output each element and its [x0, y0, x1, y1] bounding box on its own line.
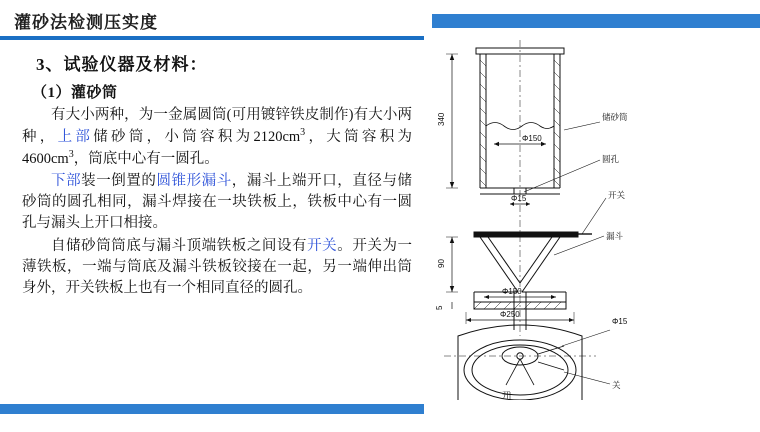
paragraph-3: [22, 236, 412, 299]
dimension-label-d6: Φ250: [500, 310, 520, 319]
footer-accent-bar: [0, 404, 424, 414]
dimension-label-d7: 5: [435, 305, 444, 310]
run-text-highlight: 上部: [57, 128, 94, 145]
run-text: 。开关为一薄铁板，一端与筒底及漏斗铁板铰接在一起，另一端伸出筒身外，开关铁板上也有一个相同直径的圆孔。: [22, 237, 413, 296]
callout-label-c5: 关: [612, 380, 621, 390]
run-text: ，漏斗上端开口，直径与储砂筒的圆孔相同，漏斗焊接在一块铁板上，铁板中心有一圆孔与漏头上开口相接。: [22, 173, 413, 232]
run-text-highlight: 圆锥形漏斗: [156, 173, 232, 190]
run-text-highlight: 下部: [51, 173, 82, 190]
run-text: 储砂筒，小筒容积为2120cm: [93, 128, 301, 145]
dimension-label-d8: Φ15: [612, 317, 628, 326]
paragraph-1: [22, 105, 412, 170]
callout-label-c6: 开: [502, 390, 511, 400]
dimension-label-d3: Φ15: [511, 194, 527, 203]
callout-label-c4: 漏斗: [606, 231, 624, 241]
sand-cone-apparatus-figure: [414, 40, 750, 400]
run-text: ，筒底中心有一圆孔。: [73, 150, 219, 167]
sub-heading: （1）灌砂筒: [32, 85, 118, 101]
run-superscript: 3: [68, 149, 74, 161]
section-heading: 3、试验仪器及材料：: [36, 55, 208, 74]
callout-label-c1: 储砂筒: [602, 112, 628, 122]
header-accent-bar: [432, 14, 760, 28]
title-underline-bar: [0, 36, 424, 40]
run-text: ，大筒容积为4600cm: [22, 128, 412, 167]
slide-title: 灌砂法检测压实度: [14, 13, 158, 32]
dimension-label-d2: 340: [437, 112, 446, 126]
run-text: 有大小两种，为一金属圆筒(可用镀锌铁皮制作)有大小两种，: [22, 107, 412, 145]
paragraph-2: [22, 171, 412, 234]
slide-body: [22, 50, 412, 300]
run-text-highlight: 开关: [307, 237, 338, 254]
run-text: 自储砂筒筒底与漏斗顶端铁板之间设有: [51, 237, 308, 254]
run-text: 装一倒置的: [81, 173, 157, 190]
dimension-label-d1: Φ150: [522, 134, 542, 143]
dimension-label-d5: Φ150: [502, 287, 522, 296]
callout-label-c3: 开关: [608, 190, 626, 200]
run-superscript: 3: [300, 127, 306, 139]
callout-label-c2: 圆孔: [602, 154, 620, 164]
dimension-label-d4: 90: [437, 259, 446, 268]
